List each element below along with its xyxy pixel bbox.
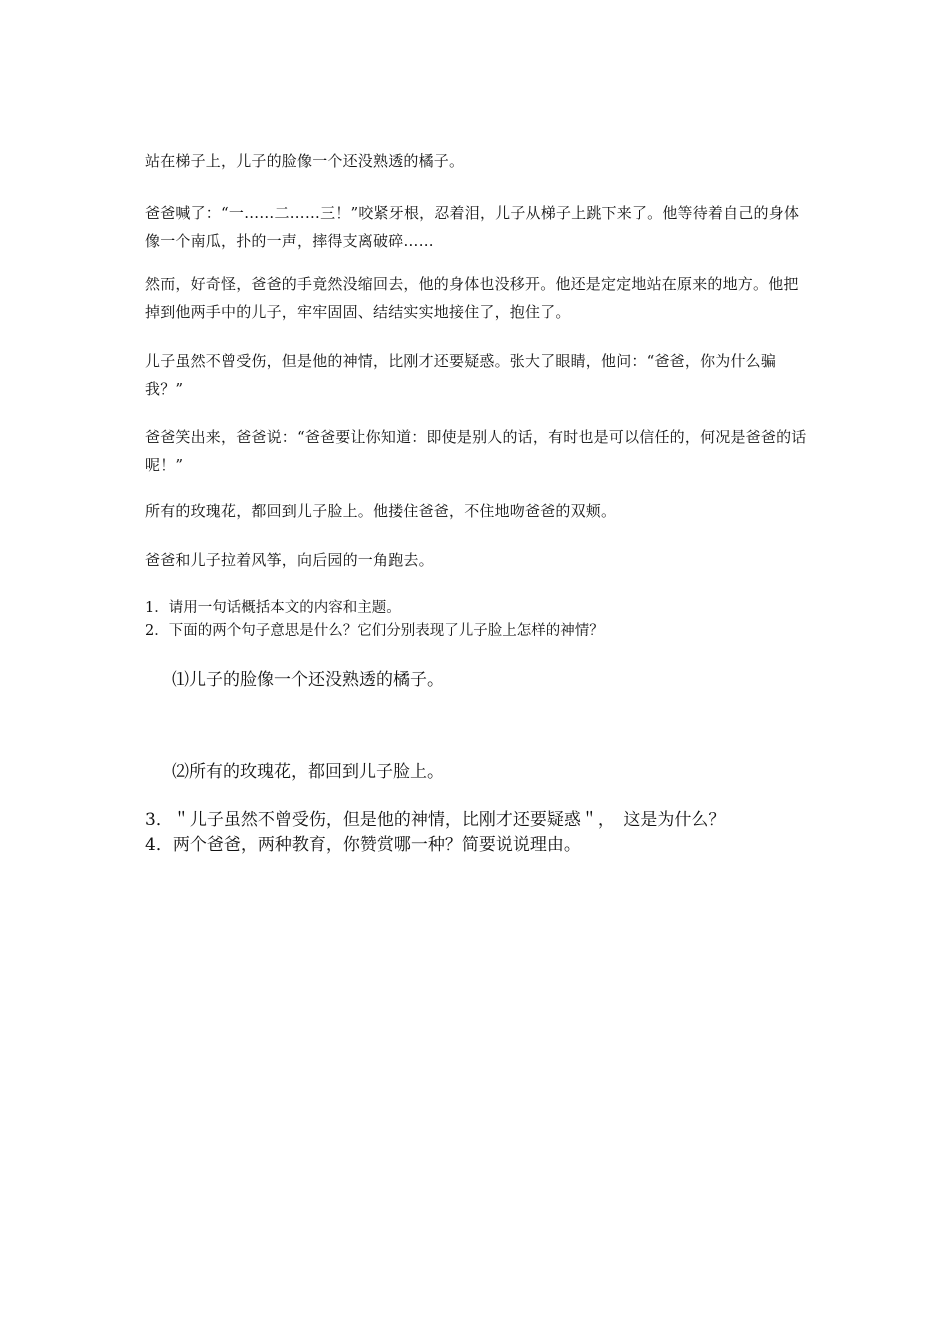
passage-paragraph-1: 站在梯子上，儿子的脸像一个还没熟透的橘子。 xyxy=(145,152,465,170)
question-2-sentence-1: ⑴儿子的脸像一个还没熟透的橘子。 xyxy=(172,670,444,690)
question-1: 1．请用一句话概括本文的内容和主题。 xyxy=(145,600,401,616)
passage-paragraph-3: 然而，好奇怪，爸爸的手竟然没缩回去，他的身体也没移开。他还是定定地站在原来的地方。他把掉到他两手中的儿子，牢牢固固、结结实实地接住了，抱住了。 xyxy=(145,275,799,321)
passage-paragraph-7: 爸爸和儿子拉着风筝，向后园的一角跑去。 xyxy=(145,551,434,569)
question-4: 4．两个爸爸，两种教育，你赞赏哪一种？简要说说理由。 xyxy=(145,835,581,855)
question-2-sentence-2: ⑵所有的玫瑰花，都回到儿子脸上。 xyxy=(172,762,444,782)
passage-paragraph-4: 儿子虽然不曾受伤，但是他的神情，比刚才还要疑惑。张大了眼睛，他问：“爸爸，你为什么骗我？” xyxy=(145,352,777,398)
question-2: 2．下面的两个句子意思是什么？它们分别表现了儿子脸上怎样的神情？ xyxy=(145,623,604,639)
question-3: 3．＂儿子虽然不曾受伤，但是他的神情，比刚才还要疑惑＂， 这是为什么？ xyxy=(145,810,726,830)
passage-paragraph-2: 爸爸喊了：“一……二……三！”咬紧牙根，忍着泪，儿子从梯子上跳下来了。他等待着自己的身体像一个南瓜，扑的一声，摔得支离破碎…… xyxy=(145,204,800,250)
passage-paragraph-5: 爸爸笑出来，爸爸说：“爸爸要让你知道：即使是别人的话，有时也是可以信任的，何况是爸爸的话呢！” xyxy=(145,428,807,474)
passage-paragraph-6: 所有的玫瑰花，都回到儿子脸上。他搂住爸爸，不住地吻爸爸的双颊。 xyxy=(145,502,617,520)
